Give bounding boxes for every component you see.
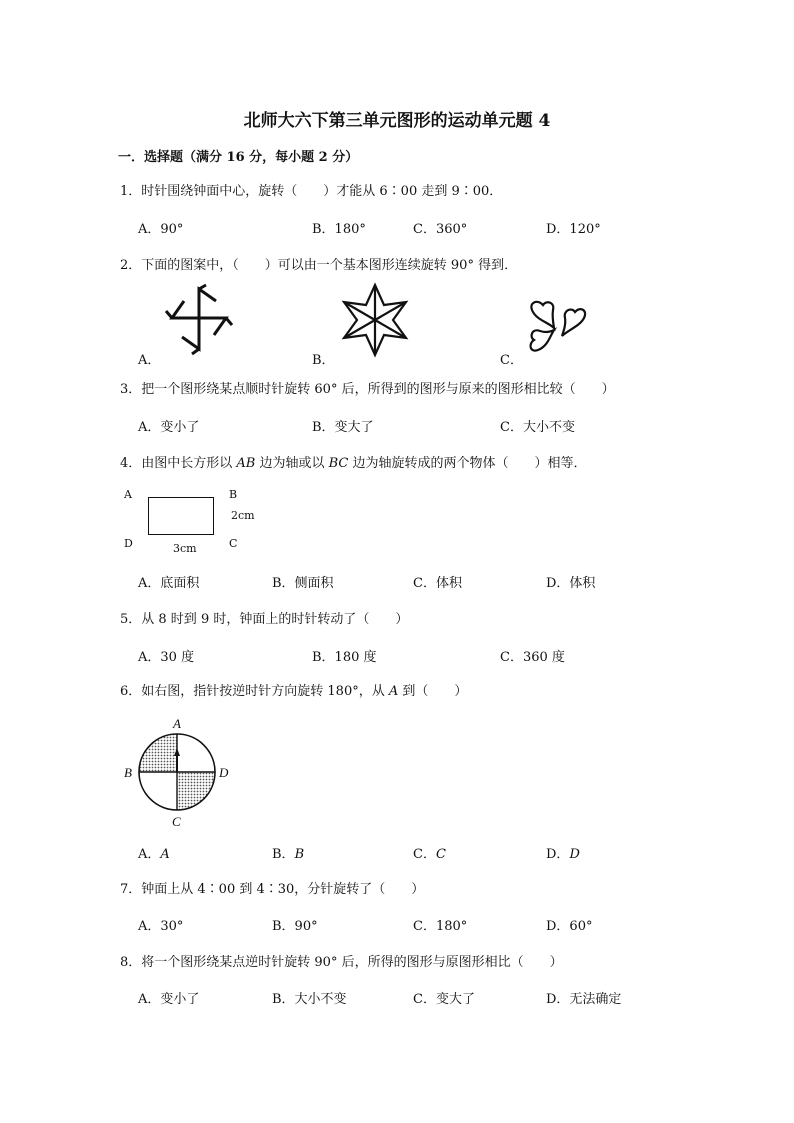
dial-label-d: D (219, 765, 229, 780)
q4-label-a: A (124, 488, 132, 501)
question-7: 7．钟面上从 4∶00 到 4∶30，分针旋转了（ ） (120, 882, 425, 897)
q4-ab: AB (236, 456, 256, 471)
question-3: 3．把一个图形绕某点顺时针旋转 60° 后，所得到的图形与原来的图形相比较（ ） (120, 382, 615, 397)
q6-option-d[interactable]: D．D (546, 847, 580, 862)
q8-option-c[interactable]: C．变大了 (413, 992, 475, 1007)
star-figure (340, 283, 410, 358)
q4-text-pre: 4．由图中长方形以 (120, 456, 237, 471)
q5-option-a[interactable]: A．30 度 (138, 650, 195, 665)
q6-text-post: 到（ ） (398, 684, 468, 699)
q4-label-c: C (229, 537, 238, 550)
section-heading: 一．选择题（满分 16 分，每小题 2 分） (118, 150, 359, 165)
q6-a: A (388, 684, 399, 699)
q4-text-mid: 边为轴或以 (255, 456, 329, 471)
dial-figure (124, 712, 236, 834)
question-5: 5．从 8 时到 9 时，钟面上的时针转动了（ ） (120, 612, 409, 627)
q4-option-b[interactable]: B．侧面积 (272, 576, 334, 591)
q7-option-b[interactable]: B．90° (272, 919, 318, 934)
hearts-figure (526, 300, 588, 356)
question-1: 1．时针围绕钟面中心，旋转（ ）才能从 6∶00 走到 9∶00． (120, 184, 503, 199)
question-8: 8．将一个图形绕某点逆时针旋转 90° 后，所得的图形与原图形相比（ ） (120, 955, 563, 970)
q5-option-b[interactable]: B．180 度 (312, 650, 377, 665)
q1-option-b[interactable]: B．180° (312, 222, 366, 237)
q3-option-b[interactable]: B．变大了 (312, 420, 374, 435)
q4-width-label: 3cm (173, 542, 197, 555)
q4-option-a[interactable]: A．底面积 (138, 576, 200, 591)
q2-option-c[interactable]: C． (500, 353, 523, 368)
q2-option-a[interactable]: A． (138, 353, 161, 368)
q2-option-b[interactable]: B． (312, 353, 335, 368)
dial-label-c: C (172, 814, 181, 829)
q1-option-c[interactable]: C．360° (413, 222, 468, 237)
dial-label-a: A (173, 716, 181, 731)
q6-option-a[interactable]: A．A (138, 847, 170, 862)
q4-label-d: D (124, 537, 133, 550)
q6-option-c[interactable]: C．C (413, 847, 446, 862)
q4-option-d[interactable]: D．体积 (546, 576, 596, 591)
q4-text-post: 边为轴旋转成的两个物体（ ）相等． (348, 456, 587, 471)
page-title: 北师大六下第三单元图形的运动单元题 4 (243, 111, 551, 131)
q6-text-pre: 6．如右图，指针按逆时针方向旋转 180°，从 (120, 684, 389, 699)
q1-option-d[interactable]: D．120° (546, 222, 601, 237)
q7-option-a[interactable]: A．30° (138, 919, 184, 934)
q7-option-d[interactable]: D．60° (546, 919, 593, 934)
q4-height-label: 2cm (231, 509, 255, 522)
q3-option-c[interactable]: C．大小不变 (500, 420, 575, 435)
q8-option-d[interactable]: D．无法确定 (546, 992, 622, 1007)
q8-option-b[interactable]: B．大小不变 (272, 992, 347, 1007)
q7-option-c[interactable]: C．180° (413, 919, 468, 934)
q8-option-a[interactable]: A．变小了 (138, 992, 200, 1007)
q5-option-c[interactable]: C．360 度 (500, 650, 565, 665)
pinwheel-figure (162, 283, 240, 358)
q3-option-a[interactable]: A．变小了 (138, 420, 200, 435)
rectangle-figure (148, 497, 214, 535)
dial-label-b: B (124, 765, 132, 780)
question-6 (120, 680, 467, 699)
question-2: 2．下面的图案中，（ ）可以由一个基本图形连续旋转 90° 得到． (120, 258, 518, 273)
q4-option-c[interactable]: C．体积 (413, 576, 462, 591)
q4-bc: BC (328, 456, 349, 471)
q1-option-a[interactable]: A．90° (138, 222, 184, 237)
q6-option-b[interactable]: B．B (272, 847, 305, 862)
q4-label-b: B (229, 488, 238, 501)
question-4 (120, 452, 587, 471)
